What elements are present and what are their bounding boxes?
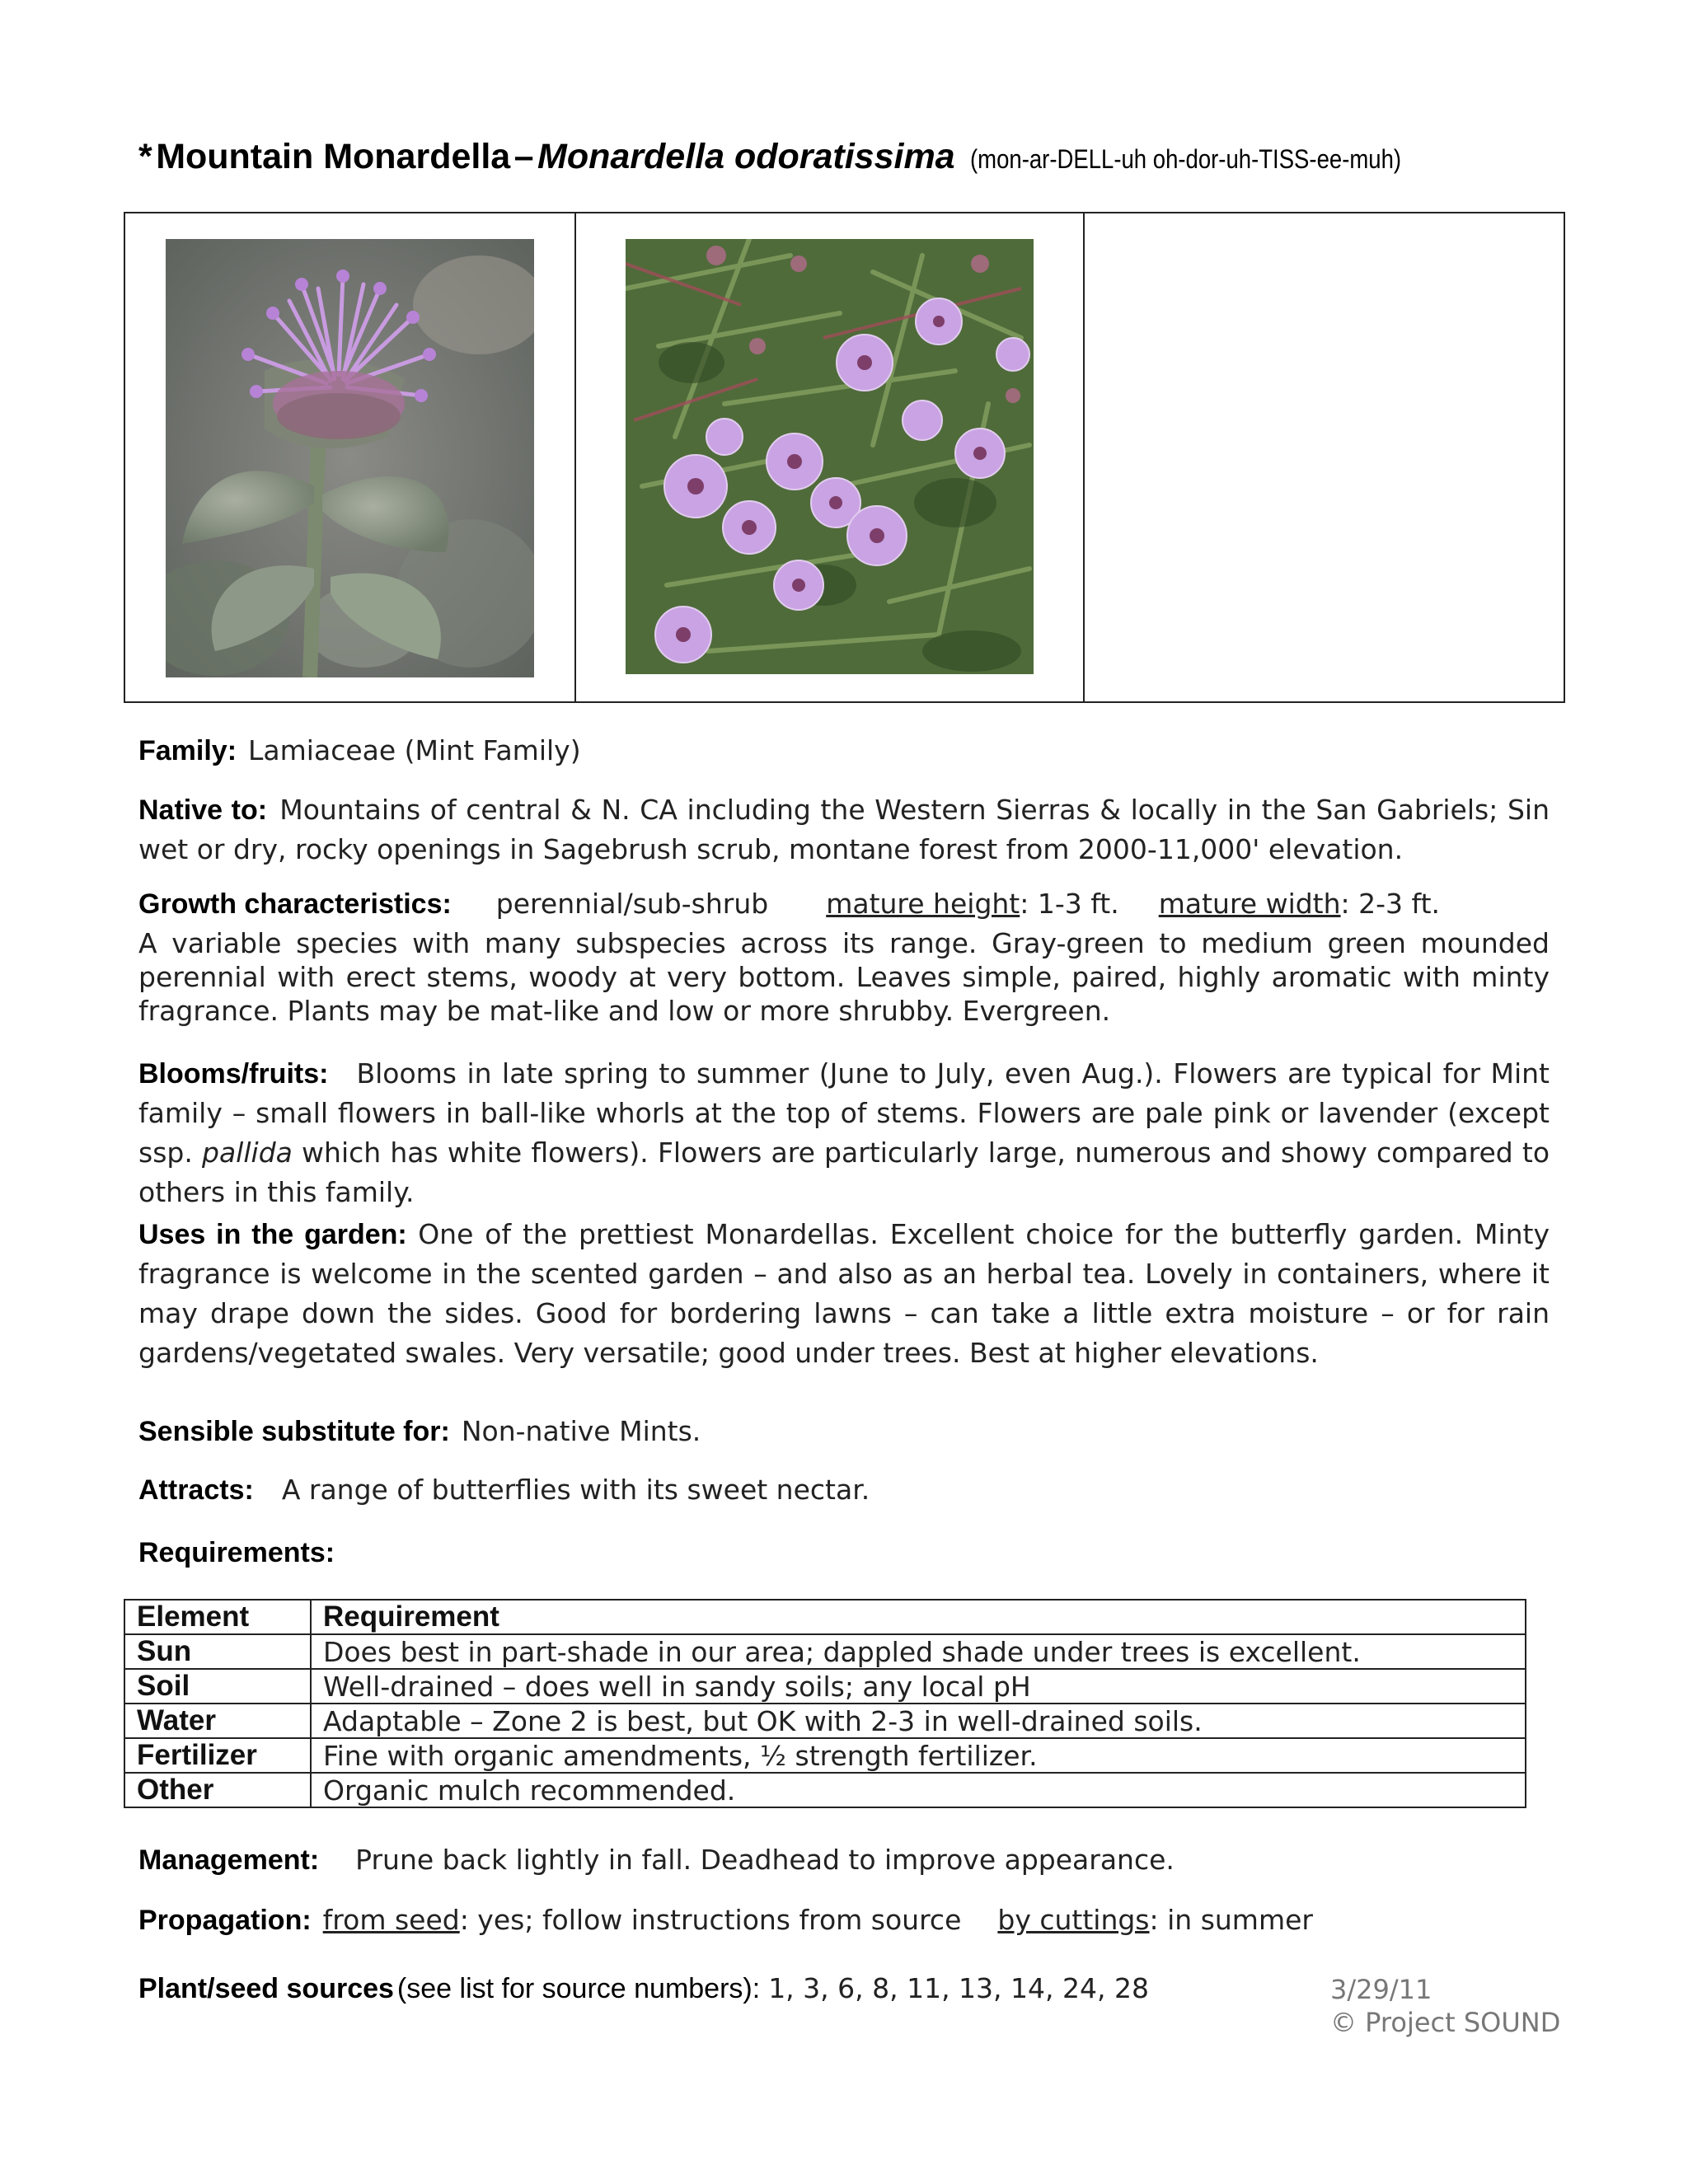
pronunciation: (mon-ar-DELL-uh oh-dor-uh-TISS-ee-muh) — [970, 144, 1402, 174]
attracts-section — [138, 1473, 1550, 1512]
family-section — [138, 733, 1550, 773]
table-row — [124, 1704, 1526, 1738]
element-cell: Sun — [124, 1634, 311, 1669]
blooms-section — [138, 1057, 1550, 1215]
photo-table — [124, 212, 1565, 703]
requirement-cell: Organic mulch recommended. — [311, 1773, 1526, 1807]
common-name: Mountain Monardella — [156, 137, 511, 176]
requirements-label: Requirements: — [138, 1537, 335, 1568]
requirements-table — [124, 1599, 1526, 1808]
family-label: Family: — [138, 735, 237, 766]
mature-height-label: mature height — [826, 888, 1020, 920]
photo-table-divider — [1083, 213, 1085, 701]
requirements-section — [138, 1536, 1550, 1575]
management-section — [138, 1843, 1550, 1882]
requirement-cell: Adaptable – Zone 2 is best, but OK with 2-3 in well-drained soils. — [311, 1704, 1526, 1738]
uses-label: Uses in the garden: — [138, 1219, 407, 1250]
growth-section — [138, 887, 1550, 1028]
blooms-text: Blooms in late spring to summer (June to July, even Aug.). Flowers are typical for Mint family – small flowers in ball-like whorls at the top of stems. Flowers are pale pink or lavender (except ssp. — [138, 1057, 1550, 1169]
table-row — [124, 1634, 1526, 1669]
requirement-cell: Fine with organic amendments, ½ strength fertilizer. — [311, 1738, 1526, 1773]
attracts-value: A range of butterflies with its sweet nectar. — [281, 1474, 870, 1506]
by-cuttings-label: by cuttings — [997, 1904, 1150, 1936]
sources-note: (see list for source numbers): — [396, 1973, 761, 2004]
element-cell: Fertilizer — [124, 1738, 311, 1773]
native-value: Mountains of central & N. CA including the Western Sierras & locally in the San Gabriels; Sin wet or dry, rocky openings in Sagebrush scrub, montane forest from 2000-11,000' elevation. — [138, 794, 1550, 865]
element-column-header: Element — [124, 1600, 311, 1634]
management-label: Management: — [138, 1844, 320, 1876]
monardella-flowering-mat-photo — [626, 239, 1034, 674]
table-row — [124, 1669, 1526, 1704]
title-marker: * — [138, 137, 152, 176]
mature-width-value: : 2-3 ft. — [1340, 888, 1441, 920]
monardella-flower-closeup-photo — [166, 239, 534, 677]
substitute-section — [138, 1414, 1550, 1454]
blooms-text-continued: which has white flowers). Flowers are particularly large, numerous and showy compared to others in this family. — [138, 1137, 1550, 1208]
uses-value: One of the prettiest Monardellas. Excellent choice for the butterfly garden. Minty fragrance is welcome in the scented garden – and also as an herbal tea. Lovely in containers, where it may drape down the sides. Good for bordering lawns – can take a little extra moisture – or for rain gardens/vegetated swales. Very versatile; good under trees. Best at higher elevations. — [138, 1218, 1550, 1369]
mature-width-label: mature width — [1158, 888, 1341, 920]
management-value: Prune back lightly in fall. Deadhead to improve appearance. — [355, 1844, 1175, 1876]
family-value: Lamiaceae (Mint Family) — [248, 734, 581, 766]
native-section — [138, 793, 1550, 872]
mature-height-value: : 1-3 ft. — [1020, 888, 1119, 920]
growth-label: Growth characteristics: — [138, 888, 452, 920]
native-label: Native to: — [138, 794, 268, 826]
blooms-italic-text: pallida — [202, 1137, 293, 1169]
attracts-label: Attracts: — [138, 1474, 254, 1506]
table-row — [124, 1773, 1526, 1807]
by-cuttings-value: : in summer — [1149, 1904, 1313, 1936]
photo-table-divider — [574, 213, 576, 701]
table-row — [124, 1738, 1526, 1773]
substitute-label: Sensible substitute for: — [138, 1416, 450, 1447]
footer — [1330, 1973, 1560, 2039]
sources-label: Plant/seed sources — [138, 1973, 394, 2004]
propagation-section — [138, 1903, 1550, 1943]
requirement-cell: Does best in part-shade in our area; dappled shade under trees is excellent. — [311, 1634, 1526, 1669]
element-cell: Water — [124, 1704, 311, 1738]
copyright: © Project SOUND — [1330, 2007, 1561, 2038]
title-dash: – — [513, 137, 534, 176]
propagation-label: Propagation: — [138, 1905, 312, 1936]
revision-date: 3/29/11 — [1330, 1974, 1432, 2005]
latin-name: Monardella odoratissima — [537, 137, 955, 176]
element-cell: Soil — [124, 1669, 311, 1704]
table-header-row — [124, 1600, 1526, 1634]
requirement-cell: Well-drained – does well in sandy soils; any local pH — [311, 1669, 1526, 1704]
element-cell: Other — [124, 1773, 311, 1807]
from-seed-label: from seed — [322, 1904, 460, 1936]
from-seed-value: : yes; follow instructions from source — [459, 1904, 962, 1936]
uses-section — [138, 1217, 1550, 1376]
sources-value: 1, 3, 6, 8, 11, 13, 14, 24, 28 — [768, 1972, 1149, 2004]
page-title — [138, 137, 1471, 177]
growth-description: A variable species with many subspecies across its range. Gray-green to medium green mounded perennial with erect stems, woody at very bottom. Leaves simple, paired, highly aromatic with minty fragrance. Plants may be mat-like and low or more shrubby. Evergreen. — [138, 927, 1550, 1027]
blooms-label: Blooms/fruits: — [138, 1058, 329, 1090]
requirement-column-header: Requirement — [311, 1600, 1526, 1634]
growth-type: perennial/sub-shrub — [495, 888, 769, 920]
substitute-value: Non-native Mints. — [461, 1415, 701, 1447]
